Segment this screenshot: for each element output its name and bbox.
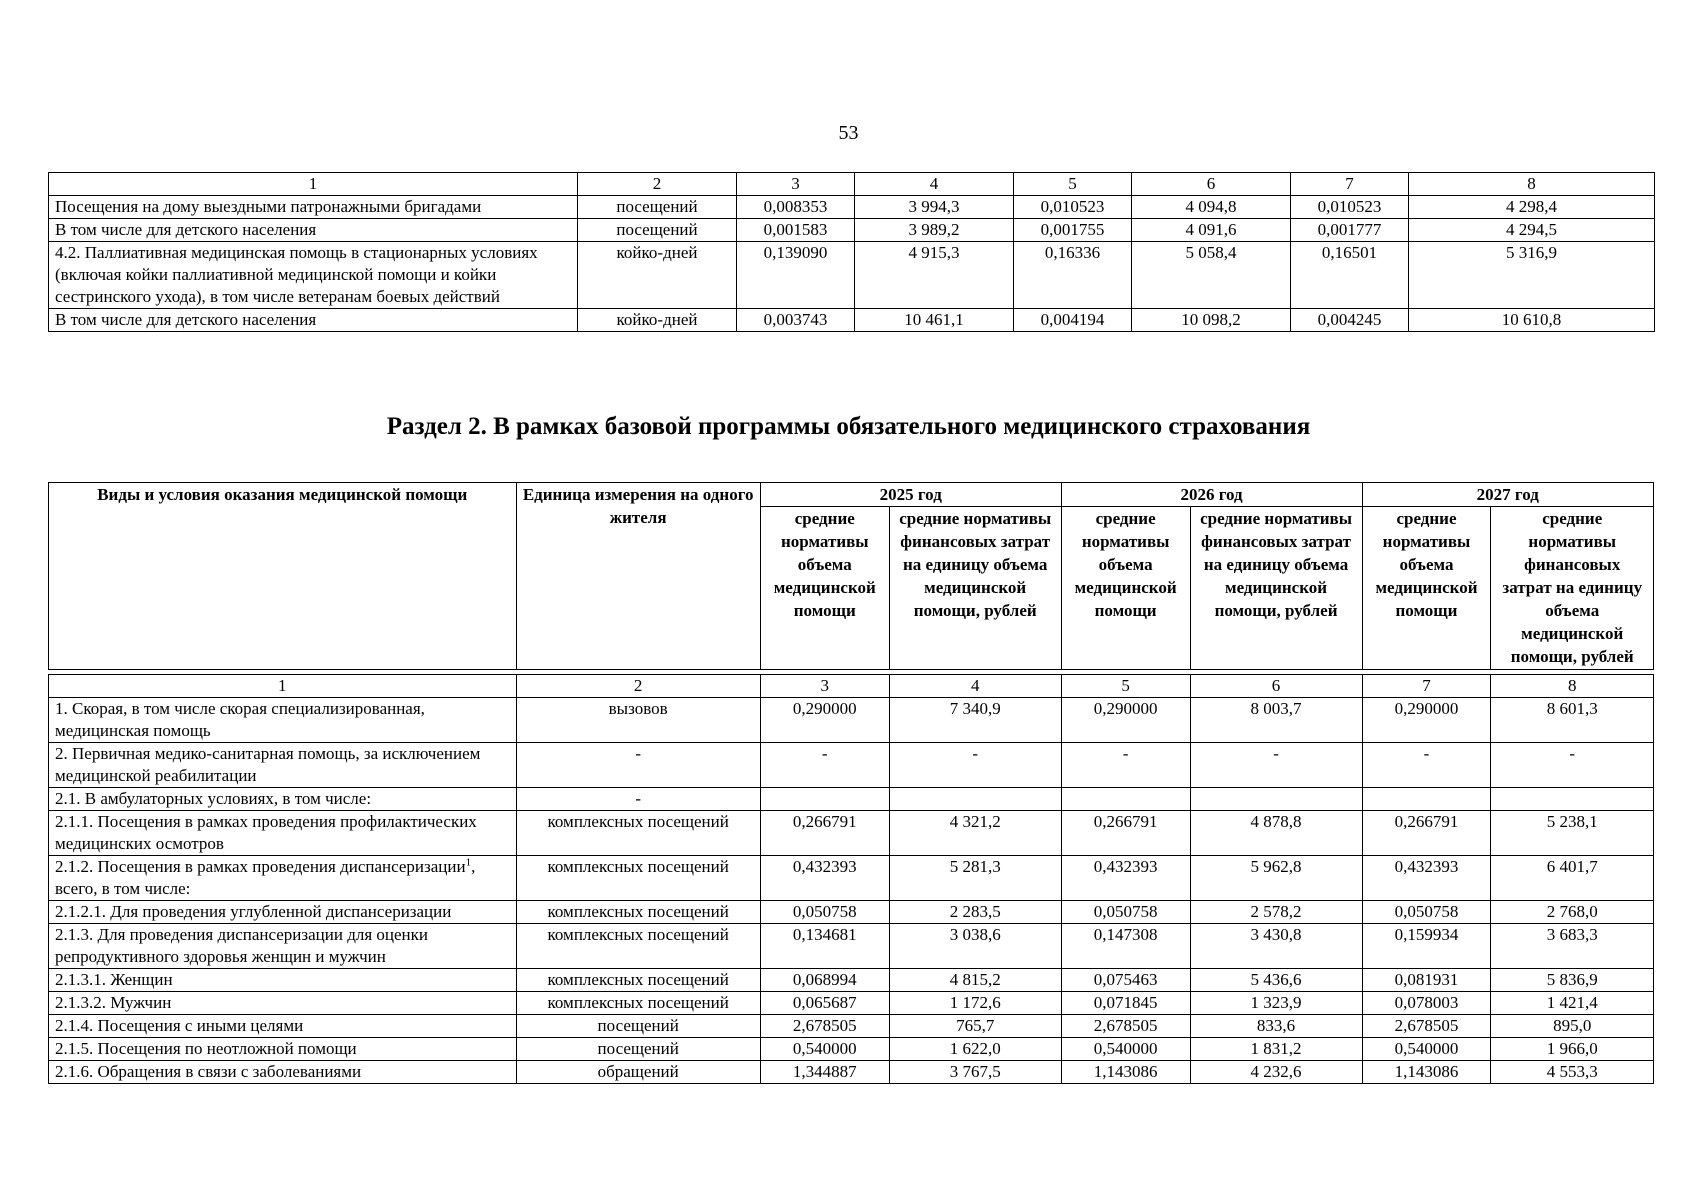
header-volume-2026: средние нормативы объема медицинской помощи — [1061, 507, 1190, 670]
row-unit: посещений — [516, 1038, 760, 1061]
header-cost-2025: средние нормативы финансовых затрат на единицу объема медицинской помощи, рублей — [889, 507, 1061, 670]
row-value: 0,139090 — [737, 242, 855, 309]
header-cost-2027: средние нормативы финансовых затрат на единицу объема медицинской помощи, рублей — [1491, 507, 1654, 670]
row-value: 765,7 — [889, 1015, 1061, 1038]
row-value: 0,159934 — [1362, 924, 1491, 969]
row-value: 1 172,6 — [889, 992, 1061, 1015]
row-value: 2 768,0 — [1491, 901, 1654, 924]
row-value: 1 323,9 — [1190, 992, 1362, 1015]
bottom-column-number: 3 — [760, 675, 889, 698]
row-value: 5 962,8 — [1190, 856, 1362, 901]
row-value: 0,290000 — [760, 698, 889, 743]
bottom-table — [48, 674, 1654, 1084]
header-unit: Единица измерения на одного жителя — [516, 483, 760, 670]
row-value: 0,001777 — [1291, 219, 1409, 242]
row-value — [1061, 788, 1190, 811]
row-value: 10 610,8 — [1409, 309, 1655, 332]
row-value: 5 238,1 — [1491, 811, 1654, 856]
table-row — [49, 743, 1654, 788]
row-value: 0,081931 — [1362, 969, 1491, 992]
row-unit: комплексных посещений — [516, 969, 760, 992]
row-value: 0,001583 — [737, 219, 855, 242]
row-value: 1,344887 — [760, 1061, 889, 1084]
table-row — [49, 242, 1655, 309]
row-unit: вызовов — [516, 698, 760, 743]
row-value: 4 321,2 — [889, 811, 1061, 856]
row-value: 0,010523 — [1291, 196, 1409, 219]
row-value: 0,071845 — [1061, 992, 1190, 1015]
row-unit: комплексных посещений — [516, 811, 760, 856]
table-row — [49, 811, 1654, 856]
top-column-number: 2 — [578, 173, 737, 196]
row-label-suffix: , всего, в том числе: — [55, 857, 476, 898]
row-unit: койко-дней — [578, 242, 737, 309]
table-row — [49, 1038, 1654, 1061]
row-value: - — [760, 743, 889, 788]
row-value: 0,147308 — [1061, 924, 1190, 969]
row-value: 3 767,5 — [889, 1061, 1061, 1084]
bottom-column-number: 2 — [516, 675, 760, 698]
row-value: 1 421,4 — [1491, 992, 1654, 1015]
row-unit: посещений — [578, 219, 737, 242]
row-unit: посещений — [578, 196, 737, 219]
row-value: 4 298,4 — [1409, 196, 1655, 219]
top-column-number: 6 — [1132, 173, 1291, 196]
bottom-column-number: 4 — [889, 675, 1061, 698]
row-value: 0,266791 — [1061, 811, 1190, 856]
row-unit: посещений — [516, 1015, 760, 1038]
row-value: 10 461,1 — [855, 309, 1014, 332]
row-value: 8 003,7 — [1190, 698, 1362, 743]
row-value: 0,290000 — [1362, 698, 1491, 743]
row-value: 0,16501 — [1291, 242, 1409, 309]
bottom-column-numbers — [49, 675, 1654, 698]
bottom-table-header — [48, 482, 1654, 670]
row-value: 3 430,8 — [1190, 924, 1362, 969]
row-value: 0,266791 — [760, 811, 889, 856]
row-value: 8 601,3 — [1491, 698, 1654, 743]
table-row — [49, 698, 1654, 743]
row-value: 5 436,6 — [1190, 969, 1362, 992]
row-label: 1. Скорая, в том числе скорая специализированная, медицинская помощь — [49, 698, 517, 743]
top-column-number: 8 — [1409, 173, 1655, 196]
row-label: Посещения на дому выездными патронажными бригадами — [49, 196, 578, 219]
row-value: 0,003743 — [737, 309, 855, 332]
row-value: - — [889, 743, 1061, 788]
row-value: 2 578,2 — [1190, 901, 1362, 924]
page-number: 53 — [838, 122, 859, 144]
row-label: 2.1.2.1. Для проведения углубленной диспансеризации — [49, 901, 517, 924]
row-unit: - — [516, 788, 760, 811]
row-label: 2.1.3. Для проведения диспансеризации для оценки репродуктивного здоровья женщин и мужчин — [49, 924, 517, 969]
row-value: 0,004245 — [1291, 309, 1409, 332]
row-label: 4.2. Паллиативная медицинская помощь в стационарных условиях (включая койки паллиативной медицинской помощи и койки сестринского ухода), в том числе ветеранам боевых действий — [49, 242, 578, 309]
table-row — [49, 219, 1655, 242]
table-row — [49, 196, 1655, 219]
row-value: 0,050758 — [1362, 901, 1491, 924]
row-value — [1362, 788, 1491, 811]
table-row — [49, 969, 1654, 992]
row-label-text: 2.1.2. Посещения в рамках проведения диспансеризации — [55, 857, 466, 876]
row-value — [1190, 788, 1362, 811]
row-value: 4 232,6 — [1190, 1061, 1362, 1084]
row-value: 2,678505 — [1061, 1015, 1190, 1038]
row-value: 5 836,9 — [1491, 969, 1654, 992]
row-value: 0,16336 — [1014, 242, 1132, 309]
row-value — [889, 788, 1061, 811]
row-value: 10 098,2 — [1132, 309, 1291, 332]
row-value: 0,068994 — [760, 969, 889, 992]
row-value: - — [1362, 743, 1491, 788]
row-value: - — [1190, 743, 1362, 788]
footnote-marker: 1 — [465, 856, 472, 869]
row-unit: комплексных посещений — [516, 924, 760, 969]
row-value: 1,143086 — [1061, 1061, 1190, 1084]
bottom-column-number: 1 — [49, 675, 517, 698]
header-volume-2025: средние нормативы объема медицинской помощи — [760, 507, 889, 670]
row-value — [1491, 788, 1654, 811]
bottom-column-number: 8 — [1491, 675, 1654, 698]
row-value: 0,432393 — [760, 856, 889, 901]
row-value: 0,050758 — [760, 901, 889, 924]
row-value: 3 994,3 — [855, 196, 1014, 219]
row-value: 0,540000 — [1362, 1038, 1491, 1061]
row-value: 4 915,3 — [855, 242, 1014, 309]
row-value: - — [1491, 743, 1654, 788]
row-value: 895,0 — [1491, 1015, 1654, 1038]
row-value: 0,134681 — [760, 924, 889, 969]
table-row — [49, 309, 1655, 332]
table-row — [49, 1061, 1654, 1084]
top-column-numbers — [49, 173, 1655, 196]
row-label: 2.1.3.1. Женщин — [49, 969, 517, 992]
row-label: 2.1.4. Посещения с иными целями — [49, 1015, 517, 1038]
row-value: 4 094,8 — [1132, 196, 1291, 219]
row-unit: комплексных посещений — [516, 992, 760, 1015]
row-value: 3 038,6 — [889, 924, 1061, 969]
table-row — [49, 1015, 1654, 1038]
bottom-column-number: 6 — [1190, 675, 1362, 698]
row-value: 0,004194 — [1014, 309, 1132, 332]
row-value: 0,540000 — [760, 1038, 889, 1061]
row-value: 4 553,3 — [1491, 1061, 1654, 1084]
row-value: - — [1061, 743, 1190, 788]
row-value: 5 281,3 — [889, 856, 1061, 901]
row-value — [760, 788, 889, 811]
row-label: 2.1.1. Посещения в рамках проведения профилактических медицинских осмотров — [49, 811, 517, 856]
row-value: 0,065687 — [760, 992, 889, 1015]
row-value: 2 283,5 — [889, 901, 1061, 924]
row-value: 0,540000 — [1061, 1038, 1190, 1061]
row-value: 1 966,0 — [1491, 1038, 1654, 1061]
row-value: 0,266791 — [1362, 811, 1491, 856]
header-year-2027: 2027 год — [1362, 483, 1653, 507]
top-column-number: 1 — [49, 173, 578, 196]
table-row — [49, 924, 1654, 969]
row-unit: комплексных посещений — [516, 901, 760, 924]
bottom-column-number: 7 — [1362, 675, 1491, 698]
row-value: 5 058,4 — [1132, 242, 1291, 309]
table-row — [49, 856, 1654, 901]
row-value: 1,143086 — [1362, 1061, 1491, 1084]
bottom-column-number: 5 — [1061, 675, 1190, 698]
row-value: 0,432393 — [1061, 856, 1190, 901]
row-unit: койко-дней — [578, 309, 737, 332]
row-value: 7 340,9 — [889, 698, 1061, 743]
top-column-number: 3 — [737, 173, 855, 196]
header-year-2026: 2026 год — [1061, 483, 1362, 507]
header-kinds: Виды и условия оказания медицинской помощи — [49, 483, 517, 670]
row-value: 4 091,6 — [1132, 219, 1291, 242]
row-value: 6 401,7 — [1491, 856, 1654, 901]
row-value: 0,078003 — [1362, 992, 1491, 1015]
row-value: 3 683,3 — [1491, 924, 1654, 969]
row-value: 833,6 — [1190, 1015, 1362, 1038]
table-row — [49, 901, 1654, 924]
header-cost-2026: средние нормативы финансовых затрат на единицу объема медицинской помощи, рублей — [1190, 507, 1362, 670]
top-column-number: 5 — [1014, 173, 1132, 196]
row-label: 2.1.6. Обращения в связи с заболеваниями — [49, 1061, 517, 1084]
row-value: 4 815,2 — [889, 969, 1061, 992]
row-value: 4 878,8 — [1190, 811, 1362, 856]
row-value: 1 622,0 — [889, 1038, 1061, 1061]
header-volume-2027: средние нормативы объема медицинской помощи — [1362, 507, 1491, 670]
row-value: 2,678505 — [1362, 1015, 1491, 1038]
row-value: 2,678505 — [760, 1015, 889, 1038]
row-label: В том числе для детского населения — [49, 219, 578, 242]
row-label: 2.1.5. Посещения по неотложной помощи — [49, 1038, 517, 1061]
row-unit: комплексных посещений — [516, 856, 760, 901]
row-value: 0,290000 — [1061, 698, 1190, 743]
row-value: 0,432393 — [1362, 856, 1491, 901]
row-value: 5 316,9 — [1409, 242, 1655, 309]
row-value: 0,050758 — [1061, 901, 1190, 924]
row-value: 0,010523 — [1014, 196, 1132, 219]
row-value: 3 989,2 — [855, 219, 1014, 242]
row-unit: обращений — [516, 1061, 760, 1084]
row-value: 0,075463 — [1061, 969, 1190, 992]
row-value: 0,008353 — [737, 196, 855, 219]
row-value: 1 831,2 — [1190, 1038, 1362, 1061]
row-label: В том числе для детского населения — [49, 309, 578, 332]
top-column-number: 4 — [855, 173, 1014, 196]
header-year-2025: 2025 год — [760, 483, 1061, 507]
row-label: 2.1. В амбулаторных условиях, в том числе: — [49, 788, 517, 811]
section-title: Раздел 2. В рамках базовой программы обязательного медицинского страхования — [386, 413, 1311, 440]
top-table — [48, 172, 1655, 332]
row-label: 2.1.3.2. Мужчин — [49, 992, 517, 1015]
row-label — [49, 856, 517, 901]
row-unit: - — [516, 743, 760, 788]
row-value: 0,001755 — [1014, 219, 1132, 242]
table-row — [49, 992, 1654, 1015]
top-column-number: 7 — [1291, 173, 1409, 196]
table-row — [49, 788, 1654, 811]
row-value: 4 294,5 — [1409, 219, 1655, 242]
row-label: 2. Первичная медико-санитарная помощь, за исключением медицинской реабилитации — [49, 743, 517, 788]
